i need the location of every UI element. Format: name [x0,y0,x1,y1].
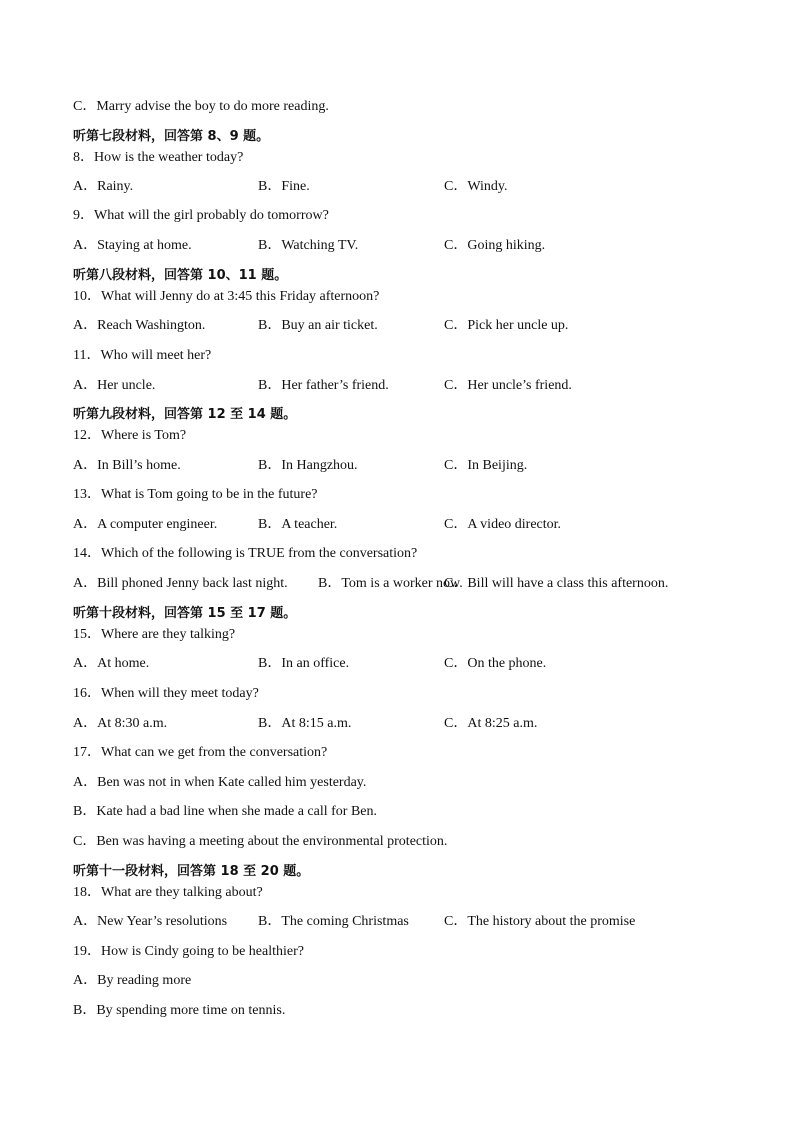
q8-option-b: B．Fine. [258,179,310,194]
q11-option-b: B．Her father’s friend. [258,378,389,393]
q7-option-c: C．Marry advise the boy to do more reading. [73,99,329,114]
q15-option-c: C．On the phone. [444,656,547,671]
question-19: 19．How is Cindy going to be healthier? [73,944,304,959]
section-heading-7: 听第七段材料，回答第 8、9 题。 [73,129,270,144]
q14-option-a: A．Bill phoned Jenny back last night. [73,576,288,591]
q12-option-b: B．In Hangzhou. [258,458,358,473]
q17-option-a: A．Ben was not in when Kate called him yesterday. [73,775,367,790]
question-13: 13．What is Tom going to be in the future? [73,487,318,502]
q9-option-c: C．Going hiking. [444,238,546,253]
q19-option-b: B．By spending more time on tennis. [73,1003,286,1018]
q12-option-a: A．In Bill’s home. [73,458,181,473]
question-12: 12．Where is Tom? [73,428,187,443]
q10-option-b: B．Buy an air ticket. [258,318,378,333]
section-heading-10: 听第十段材料，回答第 15 至 17 题。 [73,606,297,621]
q17-option-c: C．Ben was having a meeting about the environmental protection. [73,834,448,849]
q18-option-a: A．New Year’s resolutions [73,914,228,929]
q10-option-c: C．Pick her uncle up. [444,318,569,333]
q10-option-a: A．Reach Washington. [73,318,206,333]
q19-option-a: A．By reading more [73,973,192,988]
section-heading-9: 听第九段材料，回答第 12 至 14 题。 [73,407,297,422]
q12-option-c: C．In Beijing. [444,458,528,473]
q17-option-b: B．Kate had a bad line when she made a call for Ben. [73,804,378,819]
q16-option-c: C．At 8:25 a.m. [444,716,538,731]
q13-option-b: B．A teacher. [258,517,338,532]
q16-option-a: A．At 8:30 a.m. [73,716,168,731]
section-heading-11: 听第十一段材料，回答第 18 至 20 题。 [73,864,310,879]
q11-option-a: A．Her uncle. [73,378,156,393]
q16-option-b: B．At 8:15 a.m. [258,716,352,731]
question-10: 10．What will Jenny do at 3:45 this Friday afternoon? [73,289,380,304]
q8-option-c: C．Windy. [444,179,508,194]
q18-option-c: C．The history about the promise [444,914,636,929]
q13-option-c: C．A video director. [444,517,562,532]
q18-option-b: B．The coming Christmas [258,914,409,929]
question-18: 18．What are they talking about? [73,885,263,900]
q14-option-b: B．Tom is a worker now. [318,576,463,591]
section-heading-8: 听第八段材料，回答第 10、11 题。 [73,268,288,283]
question-8: 8．How is the weather today? [73,150,244,165]
question-14: 14．Which of the following is TRUE from the conversation? [73,546,418,561]
question-17: 17．What can we get from the conversation? [73,745,328,760]
question-9: 9．What will the girl probably do tomorrow? [73,208,329,223]
q11-option-c: C．Her uncle’s friend. [444,378,572,393]
q15-option-b: B．In an office. [258,656,350,671]
q14-option-c: C．Bill will have a class this afternoon. [444,576,669,591]
q9-option-a: A．Staying at home. [73,238,192,253]
q15-option-a: A．At home. [73,656,150,671]
question-11: 11．Who will meet her? [73,348,212,363]
question-16: 16．When will they meet today? [73,686,259,701]
q9-option-b: B．Watching TV. [258,238,359,253]
question-15: 15．Where are they talking? [73,627,236,642]
q8-option-a: A．Rainy. [73,179,134,194]
q13-option-a: A．A computer engineer. [73,517,218,532]
